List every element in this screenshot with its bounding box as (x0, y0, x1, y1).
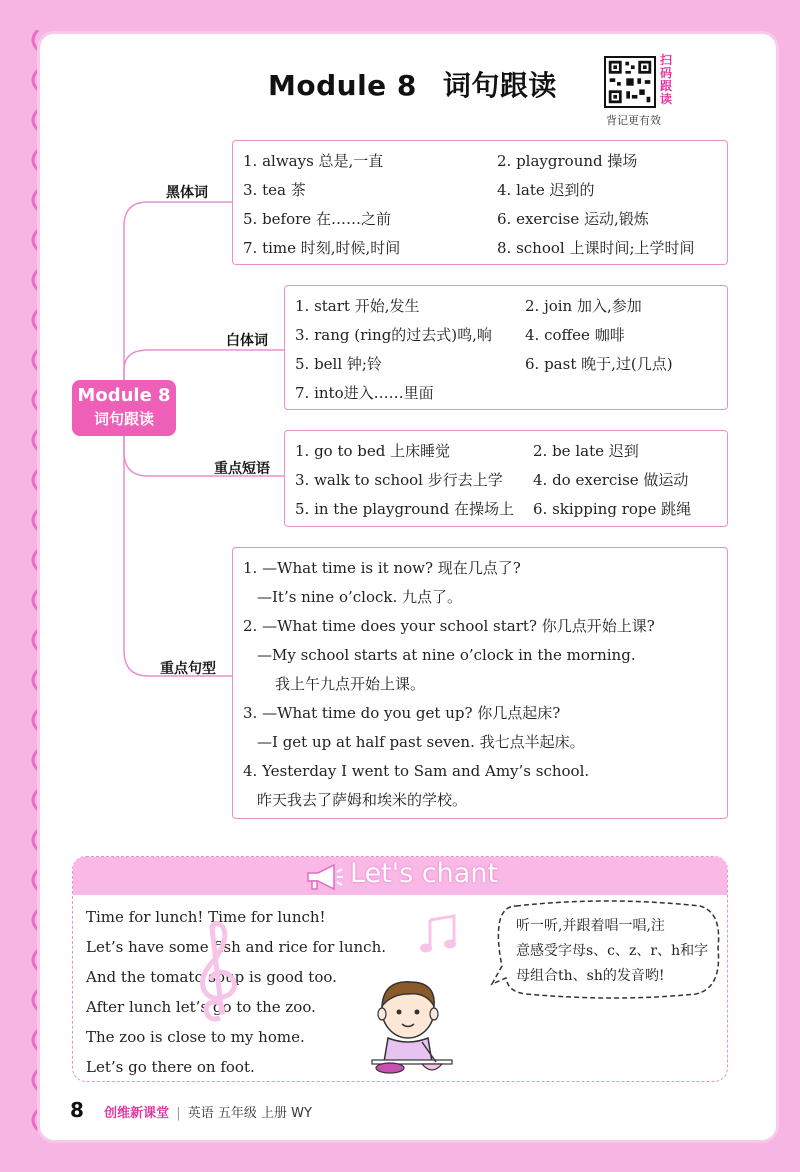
word-item: 4. coffee 咖啡 (525, 326, 625, 344)
sentence-line: 3. —What time do you get up? 你几点起床? (243, 704, 561, 722)
word-item: 7. into进入……里面 (295, 384, 434, 402)
footer-brand: 创维新课堂 (104, 1106, 170, 1121)
megaphone-icon (304, 862, 344, 892)
chant-line: After lunch let’s go to the zoo. (86, 998, 316, 1016)
sentence-line: 1. —What time is it now? 现在几点了? (243, 559, 521, 577)
sentence-line: 我上午九点开始上课。 (275, 675, 426, 693)
sentence-line: 4. Yesterday I went to Sam and Amy’s school. (243, 762, 590, 780)
baiti-word-box (284, 285, 728, 410)
word-item: 2. playground 操场 (497, 152, 638, 170)
word-item: 8. school 上课时间;上学时间 (497, 239, 695, 257)
phrase-item: 2. be late 迟到 (533, 442, 639, 460)
word-item: 6. exercise 运动,锻炼 (497, 210, 649, 228)
word-item: 1. start 开始,发生 (295, 297, 420, 315)
treble-clef-icon (190, 918, 244, 1028)
sentence-line: —It’s nine o’clock. 九点了。 (257, 588, 463, 606)
word-item: 6. past 晚于,过(几点) (525, 355, 673, 373)
phrase-item: 1. go to bed 上床睡觉 (295, 442, 451, 460)
phrase-item: 3. walk to school 步行去上学 (295, 471, 503, 489)
chant-line: Let’s have some fish and rice for lunch. (86, 938, 387, 956)
chant-line: And the tomato soup is good too. (86, 968, 337, 986)
mindmap-center-node: Module 8 词句跟读 (72, 380, 176, 436)
sentences-box (232, 547, 728, 819)
phrases-box (284, 430, 728, 527)
category-label-heiti: 黑体词 (166, 185, 208, 201)
chant-title: Let's chant (350, 858, 499, 889)
sentence-line: 2. —What time does your school start? 你几点开始上课? (243, 617, 655, 635)
phrase-item: 5. in the playground 在操场上 (295, 500, 514, 518)
phrase-item: 6. skipping rope 跳绳 (533, 500, 692, 518)
word-item: 5. bell 钟;铃 (295, 355, 382, 373)
sentence-line: —I get up at half past seven. 我七点半起床。 (257, 733, 585, 751)
category-label-phrases: 重点短语 (214, 461, 270, 477)
page-number: 8 (70, 1098, 84, 1122)
qr-note: 背记更有效 (606, 114, 661, 127)
word-item: 4. late 迟到的 (497, 181, 595, 199)
chant-line: The zoo is close to my home. (86, 1028, 305, 1046)
word-item: 2. join 加入,参加 (525, 297, 642, 315)
sentence-line: —My school starts at nine o’clock in the morning. (257, 646, 636, 664)
sentence-line: 昨天我去了萨姆和埃米的学校。 (257, 791, 468, 809)
boy-eating-illustration (366, 976, 456, 1080)
word-item: 7. time 时刻,时候,时间 (243, 239, 401, 257)
word-item: 5. before 在……之前 (243, 210, 391, 228)
chant-line: Time for lunch! Time for lunch! (86, 908, 326, 926)
music-note-icon (420, 914, 460, 956)
word-item: 1. always 总是,一直 (243, 152, 384, 170)
speech-bubble-text: 听一听,并跟着唱一唱,注 意感受字母s、c、z、r、h和字 母组合th、sh的发音哟! (516, 918, 709, 984)
category-label-sentences: 重点句型 (160, 661, 216, 677)
word-item: 3. rang (ring的过去式)鸣,响 (295, 326, 492, 344)
qr-label: 扫码跟读 (660, 53, 673, 106)
chant-line: Let’s go there on foot. (86, 1058, 255, 1076)
heiti-word-box (232, 140, 728, 265)
page-title: Module 8 词句跟读 (268, 69, 557, 102)
footer-info: 英语 五年级 上册 WY (187, 1106, 312, 1121)
page-footer: 8 创维新课堂 | 英语 五年级 上册 WY (70, 1098, 312, 1122)
category-label-baiti: 白体词 (226, 333, 268, 349)
phrase-item: 4. do exercise 做运动 (533, 471, 689, 489)
word-item: 3. tea 茶 (243, 181, 306, 199)
